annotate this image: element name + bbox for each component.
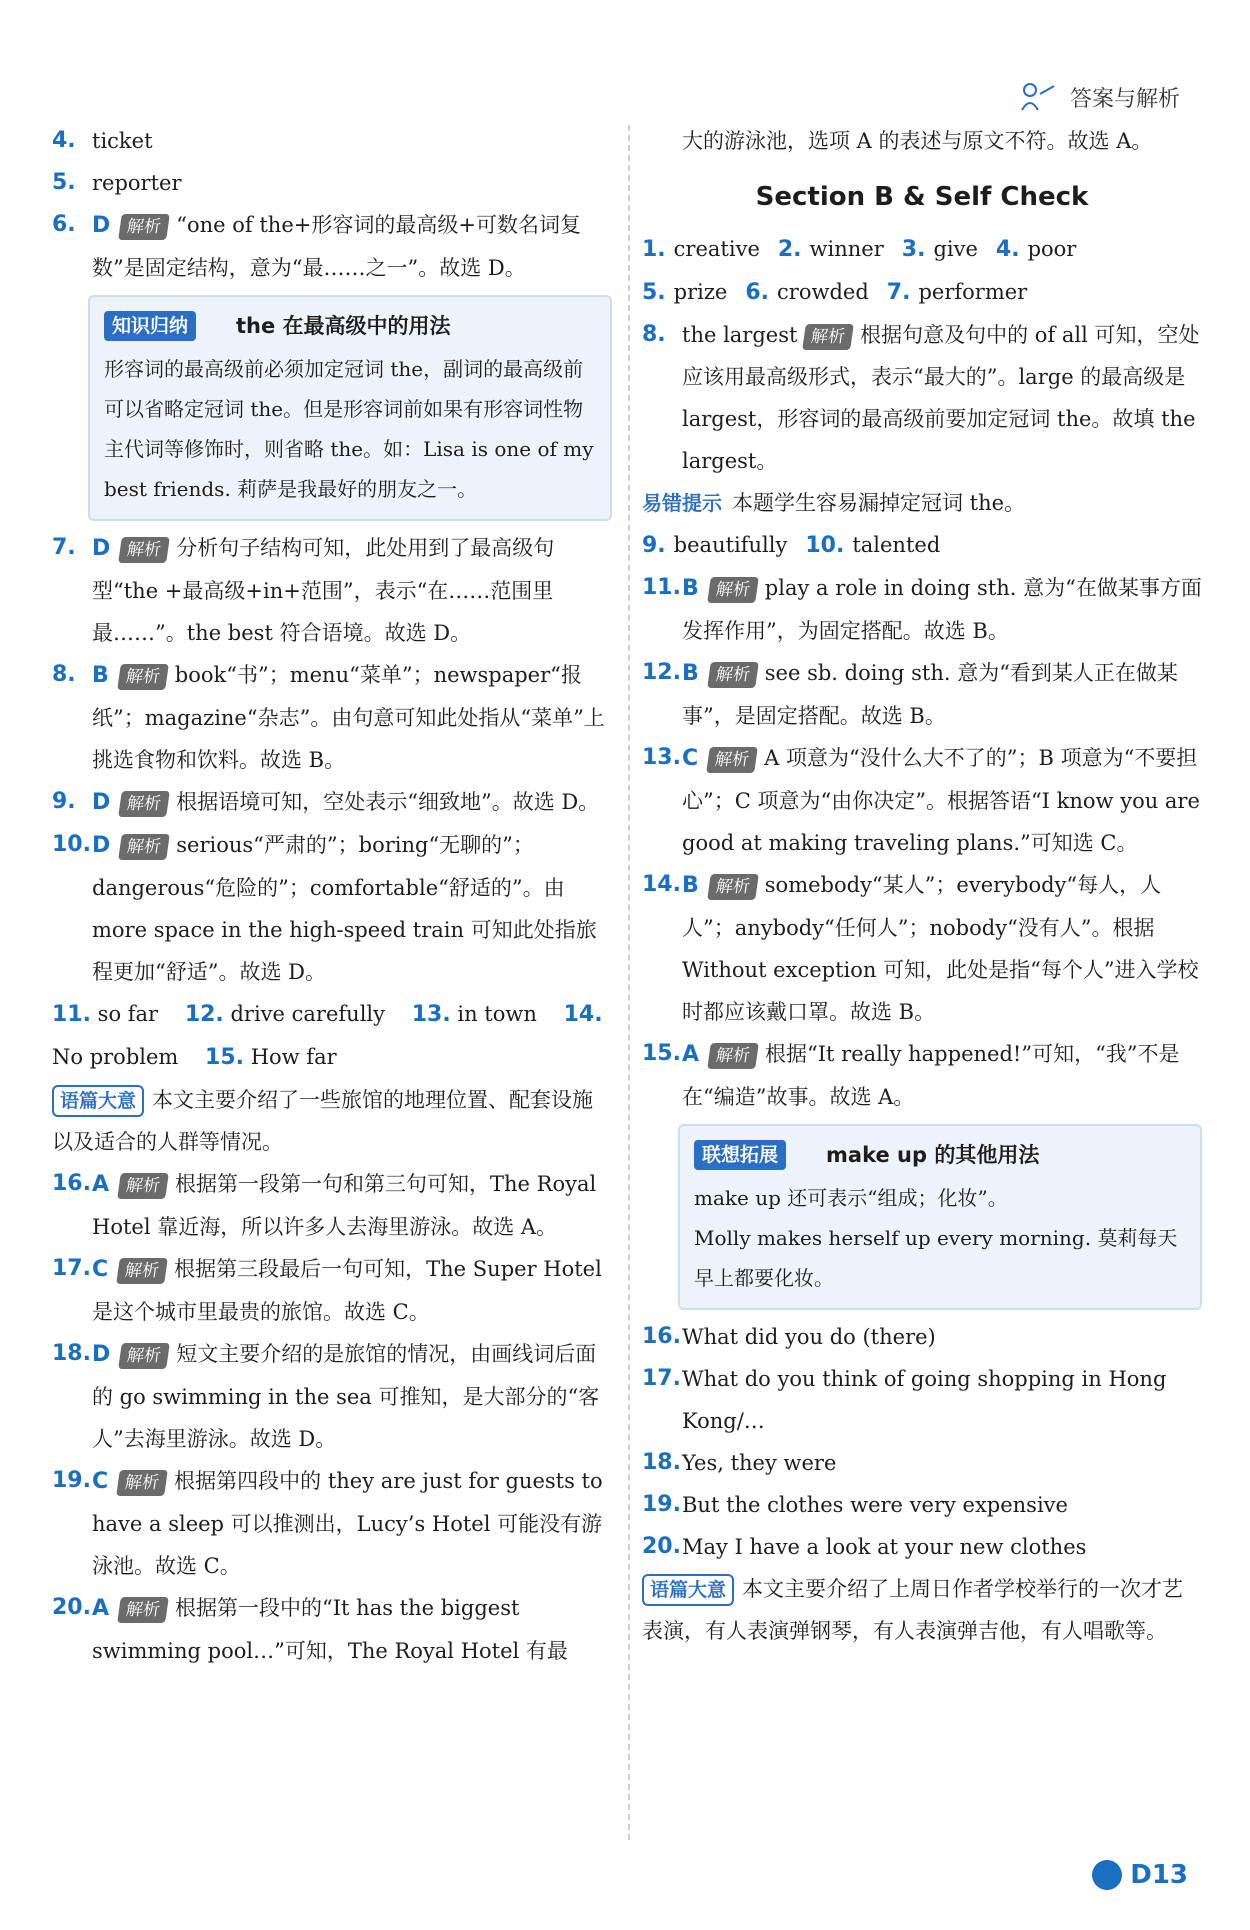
section-title: Section B & Self Check bbox=[755, 182, 1089, 212]
analysis-tag: 解析 bbox=[116, 1470, 168, 1496]
explanation-text: 根据第四段中的 they are just for guests to have a sleep 可以推测出，Lucy’s Hotel 可能没有游泳池。故选 C。 bbox=[92, 1469, 603, 1578]
page-header bbox=[1018, 80, 1180, 114]
explanation-text: 短文主要介绍的是旅馆的情况，由画线词后面的 go swimming in the sea 可推知，是大部分的“客人”去海里游泳。故选 D。 bbox=[92, 1342, 600, 1451]
page-number: D13 bbox=[1130, 1860, 1188, 1890]
answer-choice: D bbox=[92, 536, 111, 561]
analysis-tag: 解析 bbox=[706, 747, 758, 773]
analysis-tag: 解析 bbox=[707, 662, 759, 688]
knowledge-heading: the 在最高级中的用法 bbox=[236, 314, 451, 338]
extension-line: make up 还可表示“组成；化妆”。 bbox=[694, 1186, 1008, 1210]
item-number: 13. bbox=[411, 1002, 451, 1027]
answer-item bbox=[642, 652, 1202, 737]
item-number: 5. bbox=[642, 280, 666, 305]
tip-text: 本题学生容易漏掉定冠词 the。 bbox=[732, 491, 1026, 515]
item-number: 15. bbox=[205, 1045, 245, 1070]
figure-icon bbox=[1018, 80, 1058, 114]
answer-text: performer bbox=[918, 280, 1028, 304]
page-footer bbox=[1092, 1860, 1188, 1890]
item-number: 13. bbox=[642, 745, 681, 770]
answer-text: poor bbox=[1027, 237, 1077, 261]
answer-choice: A bbox=[92, 1172, 110, 1197]
answer-text: How far bbox=[250, 1045, 337, 1069]
item-number: 12. bbox=[184, 1002, 224, 1027]
header-title: 答案与解析 bbox=[1069, 86, 1180, 112]
item-number: 11. bbox=[642, 575, 681, 600]
answer-text: give bbox=[933, 237, 978, 261]
explanation-text: see sb. doing sth. 意为“看到某人正在做某事”，是固定搭配。故选 B。 bbox=[682, 661, 1178, 728]
answer-choice: B bbox=[682, 873, 699, 898]
item-number: 20. bbox=[52, 1595, 91, 1620]
explanation-text: 根据句意及句中的 of all 可知，空处应该用最高级形式，表示“最大的”。large 的最高级是 largest，形容词的最高级前要加定冠词 the。故填 the largest。 bbox=[682, 323, 1200, 473]
explanation-text: “one of the+形容词的最高级+可数名词复数”是固定结构，意为“最……之一”。故选 D。 bbox=[92, 213, 581, 280]
answer-choice: C bbox=[92, 1469, 109, 1494]
passage-summary bbox=[52, 1079, 612, 1163]
answer-item bbox=[642, 1358, 1202, 1442]
answer-item bbox=[642, 864, 1202, 1033]
answer-text: beautifully bbox=[673, 533, 788, 557]
explanation-text: somebody“某人”；everybody“每人，人人”；anybody“任何人”；nobody“没有人”。根据 Without exception 可知，此处是指“每个人”进入学校时都应该戴口罩。故选 B。 bbox=[682, 873, 1199, 1024]
answer-choice: B bbox=[682, 661, 699, 686]
tip-label: 易错提示 bbox=[642, 491, 722, 515]
passage-summary bbox=[642, 1568, 1202, 1652]
answer-item bbox=[642, 1442, 1202, 1484]
answer-item bbox=[52, 120, 612, 162]
answer-item bbox=[52, 527, 612, 654]
answer-item bbox=[52, 781, 612, 824]
continuation-text: 大的游泳池，选项 A 的表述与原文不符。故选 A。 bbox=[682, 129, 1153, 153]
item-number: 14. bbox=[642, 872, 681, 897]
item-number: 3. bbox=[901, 237, 926, 262]
item-number: 8. bbox=[642, 322, 666, 347]
summary-text: 本文主要介绍了一些旅馆的地理位置、配套设施以及适合的人群等情况。 bbox=[52, 1088, 594, 1154]
analysis-tag: 解析 bbox=[117, 1597, 169, 1623]
answer-text: creative bbox=[673, 237, 760, 261]
analysis-tag: 解析 bbox=[118, 537, 170, 563]
answer-choice: A bbox=[92, 1596, 110, 1621]
explanation-text: 根据第三段最后一句可知，The Super Hotel 是这个城市里最贵的旅馆。故选 C。 bbox=[92, 1257, 602, 1324]
globe-icon bbox=[1092, 1860, 1122, 1890]
answer-choice: D bbox=[92, 833, 111, 858]
explanation-text: A 项意为“没什么大不了的”；B 项意为“不要担心”；C 项意为“由你决定”。根据答语“I know you are good at making traveling plans.”可知选 C。 bbox=[682, 746, 1200, 855]
answer-item bbox=[642, 567, 1202, 652]
short-answers bbox=[52, 993, 612, 1079]
item-number: 15. bbox=[642, 1041, 681, 1066]
answer-item bbox=[642, 1484, 1202, 1526]
answer-text: crowded bbox=[777, 280, 869, 304]
analysis-tag: 解析 bbox=[117, 1173, 169, 1199]
left-column bbox=[52, 120, 612, 1672]
item-number: 19. bbox=[52, 1468, 91, 1493]
analysis-tag: 解析 bbox=[118, 214, 170, 240]
item-number: 10. bbox=[805, 533, 845, 558]
short-answer-row bbox=[642, 271, 1202, 314]
item-number: 5. bbox=[52, 170, 76, 195]
explanation-text: 根据第一段中的“It has the biggest swimming pool…”可知，The Royal Hotel 有最 bbox=[92, 1596, 568, 1663]
answer-item bbox=[52, 654, 612, 781]
answer-item bbox=[642, 314, 1202, 482]
explanation-text: 根据第一段第一句和第三句可知，The Royal Hotel 靠近海，所以许多人去海里游泳。故选 A。 bbox=[92, 1172, 597, 1239]
answer-item bbox=[642, 1526, 1202, 1568]
answer-text: May I have a look at your new clothes bbox=[682, 1535, 1087, 1559]
item-number: 18. bbox=[642, 1450, 681, 1475]
item-number: 16. bbox=[52, 1171, 91, 1196]
analysis-tag: 解析 bbox=[116, 1258, 168, 1284]
answer-text: ticket bbox=[92, 129, 153, 153]
explanation-text: play a role in doing sth. 意为“在做某事方面发挥作用”，为固定搭配。故选 B。 bbox=[682, 576, 1202, 643]
analysis-tag: 解析 bbox=[117, 664, 169, 690]
item-number: 9. bbox=[642, 533, 666, 558]
analysis-tag: 解析 bbox=[118, 834, 170, 860]
short-answer-row bbox=[642, 524, 1202, 567]
extension-box bbox=[678, 1124, 1202, 1310]
analysis-tag: 解析 bbox=[118, 1343, 170, 1369]
answer-item bbox=[642, 1033, 1202, 1118]
short-answer-row bbox=[642, 228, 1202, 271]
item-number: 14. bbox=[563, 1002, 603, 1027]
item-number: 8. bbox=[52, 662, 76, 687]
analysis-tag: 解析 bbox=[707, 1043, 759, 1069]
answer-text: What did you do (there) bbox=[682, 1325, 936, 1349]
summary-label: 语篇大意 bbox=[642, 1574, 734, 1606]
answer-item bbox=[52, 162, 612, 204]
answer-choice: A bbox=[682, 1042, 700, 1067]
answer-choice: C bbox=[682, 746, 699, 771]
answer-item bbox=[52, 204, 612, 289]
analysis-tag: 解析 bbox=[707, 577, 759, 603]
answer-choice: D bbox=[92, 213, 111, 238]
answer-choice: D bbox=[92, 1342, 111, 1367]
analysis-tag: 解析 bbox=[802, 324, 854, 350]
knowledge-body: 形容词的最高级前必须加定冠词 the，副词的最高级前可以省略定冠词 the。但是形容词前如果有形容词性物主代词等修饰时，则省略 the。如：Lisa is one of my best friends. 莉萨是我最好的朋友之一。 bbox=[104, 357, 594, 501]
item-number: 7. bbox=[52, 535, 76, 560]
column-divider bbox=[628, 125, 630, 1840]
answer-item bbox=[52, 1587, 612, 1672]
item-number: 20. bbox=[642, 1534, 681, 1559]
answer-item bbox=[52, 1460, 612, 1587]
explanation-text: serious“严肃的”；boring“无聊的”；dangerous“危险的”；comfortable“舒适的”。由 more space in the high-speed train 可知此处指旅程更加“舒适”。故选 D。 bbox=[92, 833, 597, 984]
answer-choice: D bbox=[92, 790, 111, 815]
item-number: 19. bbox=[642, 1492, 681, 1517]
item-number: 4. bbox=[995, 237, 1020, 262]
item-number: 4. bbox=[52, 128, 76, 153]
explanation-text: 根据“It really happened!”可知，“我”不是在“编造”故事。故选 A。 bbox=[682, 1042, 1180, 1109]
answer-item bbox=[52, 824, 612, 993]
answer-text: so far bbox=[97, 1002, 159, 1026]
answer-text: What do you think of going shopping in Hong Kong/… bbox=[682, 1367, 1167, 1433]
answer-text: Yes, they were bbox=[682, 1451, 837, 1475]
extension-label: 联想拓展 bbox=[694, 1140, 786, 1170]
item-number: 2. bbox=[777, 237, 802, 262]
analysis-tag: 解析 bbox=[707, 874, 759, 900]
answer-item bbox=[642, 737, 1202, 864]
answer-text: winner bbox=[809, 237, 884, 261]
answer-choice: C bbox=[92, 1257, 109, 1282]
answer-text: drive carefully bbox=[230, 1002, 385, 1026]
item-number: 17. bbox=[52, 1256, 91, 1281]
item-number: 12. bbox=[642, 660, 681, 685]
answer-item bbox=[642, 1316, 1202, 1358]
answer-text: the largest bbox=[682, 323, 798, 347]
knowledge-box bbox=[88, 295, 612, 521]
item-number: 11. bbox=[52, 1002, 91, 1027]
analysis-tag: 解析 bbox=[118, 791, 170, 817]
explanation-text: 根据语境可知，空处表示“细致地”。故选 D。 bbox=[176, 790, 600, 814]
item-number: 16. bbox=[642, 1324, 681, 1349]
item-number: 6. bbox=[52, 212, 76, 237]
item-number: 9. bbox=[52, 789, 76, 814]
answer-item bbox=[52, 1333, 612, 1460]
answer-item bbox=[52, 1163, 612, 1248]
item-number: 17. bbox=[642, 1366, 681, 1391]
answer-text: reporter bbox=[92, 171, 182, 195]
item-number: 6. bbox=[745, 280, 770, 305]
answer-text: prize bbox=[673, 280, 728, 304]
extension-line: Molly makes herself up every morning. 莫莉每天早上都要化妆。 bbox=[694, 1226, 1178, 1290]
item-number: 18. bbox=[52, 1341, 91, 1366]
item-number: 7. bbox=[886, 280, 911, 305]
answer-text: talented bbox=[852, 533, 941, 557]
item-number: 1. bbox=[642, 237, 666, 262]
answer-choice: B bbox=[92, 663, 109, 688]
right-column bbox=[642, 120, 1202, 1652]
explanation-text: book“书”；menu“菜单”；newspaper“报纸”；magazine“杂志”。由句意可知此处指从“菜单”上挑选食物和饮料。故选 B。 bbox=[92, 663, 605, 772]
answer-text: in town bbox=[457, 1002, 537, 1026]
extension-heading: make up 的其他用法 bbox=[826, 1143, 1040, 1167]
summary-text: 本文主要介绍了上周日作者学校举行的一次才艺表演，有人表演弹钢琴，有人表演弹吉他，有人唱歌等。 bbox=[642, 1577, 1184, 1643]
answer-item bbox=[52, 1248, 612, 1333]
item-number: 10. bbox=[52, 832, 91, 857]
summary-label: 语篇大意 bbox=[52, 1085, 144, 1117]
error-tip bbox=[642, 482, 1202, 524]
explanation-text: 分析句子结构可知，此处用到了最高级句型“the +最高级+in+范围”，表示“在……范围里最……”。the best 符合语境。故选 D。 bbox=[92, 536, 555, 645]
knowledge-label: 知识归纳 bbox=[104, 311, 196, 341]
answer-text: No problem bbox=[52, 1045, 179, 1069]
answer-choice: B bbox=[682, 576, 699, 601]
answer-text: But the clothes were very expensive bbox=[682, 1493, 1068, 1517]
